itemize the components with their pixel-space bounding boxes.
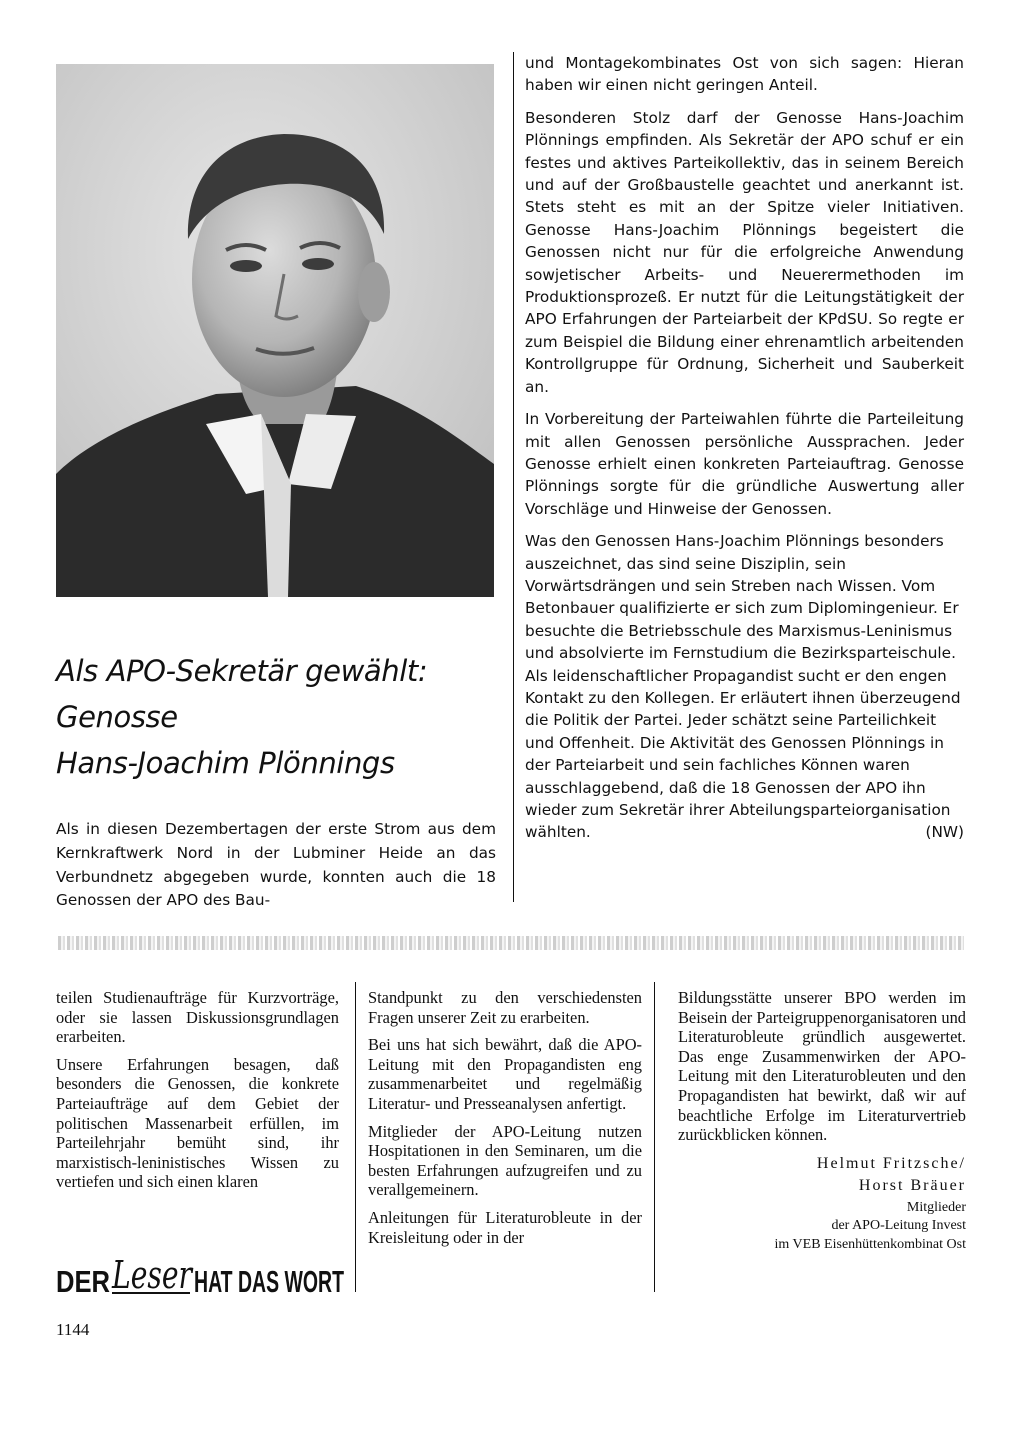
article-paragraph-4-text: Was den Genossen Hans-Joachim Plönnings besonders auszeichnet, das sind seine Disziplin, sein Vorwärtsdrängen und sein Streben nach Wissen. Vom Betonbauer qualifizierte er sich zum Diplomingenieur. Er besuchte die Betriebsschule des Marxismus-Leninismus und absolvierte im Fernstudium die Bezirksparteischule. Als leidenschaftlicher Propagandist sucht er den engen Kontakt zu den Kollegen. Er erläutert ihnen überzeugend die Politik der Partei. Jeder schätzt seine Parteilichkeit und Offenheit. Die Aktivität des Genossen Plönnings in der Parteiarbeit und sein fachliches Können waren ausschlaggebend, daß die 18 Genossen der APO ihn wieder zum Sekretär ihrer Abteilungsparteiorganisation wählten. <box>525 532 961 842</box>
article-column <box>513 52 964 902</box>
section-separator <box>58 936 964 950</box>
letter-col2-paragraph-1: Standpunkt zu den verschiedensten Fragen unserer Zeit zu erarbeiten. <box>368 988 642 1027</box>
headline-line-2: Genosse <box>56 700 178 734</box>
article-paragraph-4 <box>525 530 964 844</box>
article-headline <box>56 648 496 786</box>
portrait-photo <box>56 64 494 597</box>
author-role-line-2: der APO-Leitung Invest <box>831 1218 966 1234</box>
intro-paragraph: Als in diesen Dezembertagen der erste Strom aus dem Kernkraftwerk Nord in der Lubminer Heide an das Verbundnetz abgegeben wurde, konnten auch die 18 Genossen der APO des Bau- <box>56 820 496 910</box>
article-byline: (NW) <box>925 823 964 842</box>
article-paragraph-2: Besonderen Stolz darf der Genosse Hans-Joachim Plönnings empfinden. Als Sekretär der APO schuf er ein festes und aktives Parteikollektiv, das in seinem Bereich und auf der Großbaustelle geachtet und anerkannt ist. Stets steht es mit an der Spitze vieler Initiativen. Genosse Hans-Joachim Plönnings begeistert die Genossen nicht nur für die erfolgreiche Anwendung sowjetischer Arbeits- und Neuerermethoden im Produktionsprozeß. Er nutzt für die Leitungstätigkeit der APO Erfahrungen der Parteiarbeit der KPdSU. So regte er zum Beispiel die Bildung einer ehrenamtlich arbeitenden Kontrollgruppe für Ordnung, Sicherheit und Sauberkeit an. <box>525 108 964 396</box>
letter-signature-names <box>678 1153 966 1197</box>
letter-signature-role <box>678 1199 966 1255</box>
letter-col2-paragraph-4: Anleitungen für Literaturobleute in der Kreisleitung oder in der <box>368 1207 642 1247</box>
article-paragraph-3: In Vorbereitung der Parteiwahlen führte die Parteileitung mit allen Genossen persönliche Aussprachen. Jeder Genosse erhielt einen konkreten Parteiauftrag. Genosse Plönnings sorgte für die gründliche Auswertung aller Vorschläge und Hinweise der Genossen. <box>525 410 964 518</box>
logo-text-hat-das-wort: HAT DAS WORT <box>194 1264 345 1299</box>
author-role-line-1: Mitglieder <box>906 1199 966 1215</box>
author-role-line-3: im VEB Eisenhüttenkombinat Ost <box>774 1236 966 1252</box>
author-name-1: Helmut Fritzsche/ <box>816 1154 966 1172</box>
author-name-2: Horst Bräuer <box>858 1176 966 1194</box>
reader-column-logo <box>56 1252 346 1298</box>
letter-col2-paragraph-3: Mitglieder der APO-Leitung nutzen Hospitationen in den Seminaren, um die besten Erfahrungen aufzugreifen und zu verallgemeinern. <box>368 1121 642 1200</box>
page-number: 1144 <box>56 1320 90 1339</box>
headline-line-1: Als APO-Sekretär gewählt: <box>56 654 428 688</box>
letter-col1-paragraph-2: Unsere Erfahrungen besagen, daß besonders die Genossen, die konkrete Parteiaufträge auf dem Gebiet der politischen Massenarbeit erfüllen, im Parteilehrjahr bemüht sind, ihr marxistisch-leninistisches Wissen zu vertiefen und sich einen klaren <box>56 1054 339 1192</box>
letter-column-2 <box>355 982 655 1292</box>
headline-line-3: Hans-Joachim Plönnings <box>56 746 395 780</box>
reader-column-logo-graphic <box>56 1252 346 1298</box>
letter-col3-paragraph-1: Bildungsstätte unserer BPO werden im Beisein der Parteigruppenorganisatoren und Literaturobleute gründlich ausgewertet. Das enge Zusammenwirken der APO-Leitung mit den Literaturobleuten und den Propagandisten hat bewirkt, daß wir auf beachtliche Erfolge im Literaturvertrieb zurückblicken können. <box>678 988 966 1145</box>
letter-col1-paragraph-1: teilen Studienaufträge für Kurzvorträge, oder sie lassen Diskussionsgrundlagen erarbeiten. <box>56 988 339 1047</box>
logo-text-der: DER <box>56 1264 110 1299</box>
letter-column-1 <box>56 988 339 1200</box>
portrait-image <box>56 64 494 597</box>
article-paragraph-1: und Montagekombinates Ost von sich sagen: Hieran haben wir einen nicht geringen Anteil. <box>525 54 964 95</box>
logo-text-leser: Leser <box>111 1253 195 1297</box>
letter-col2-paragraph-2: Bei uns hat sich bewährt, daß die APO-Leitung mit den Propagandisten eng zusammenarbeitet und regelmäßig Literatur- und Presseanalysen anfertigt. <box>368 1035 642 1113</box>
letter-column-3 <box>678 988 966 1255</box>
